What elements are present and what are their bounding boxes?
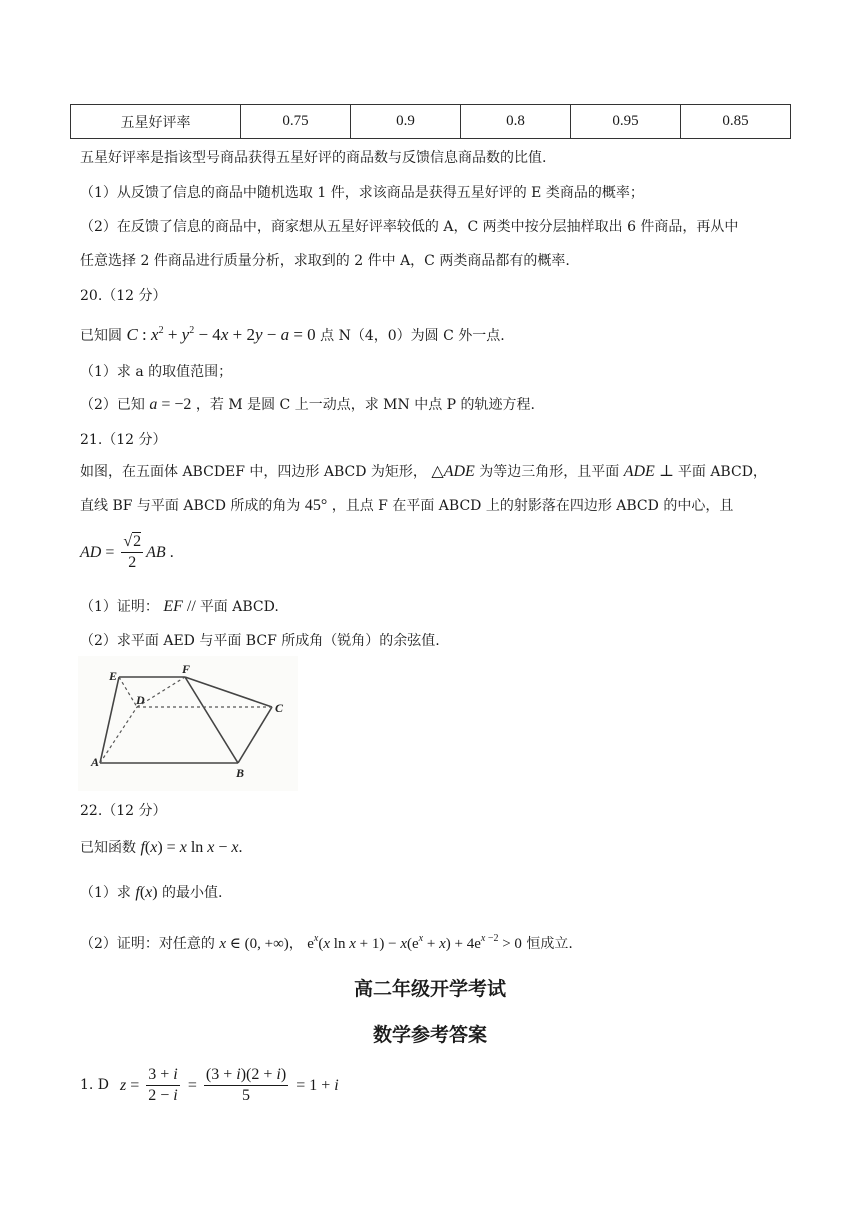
table-cell: 0.8 (461, 105, 571, 139)
plane-ade-perp: ADE ⊥ (623, 463, 678, 480)
q21-part2: （2）求平面 AED 与平面 BCF 所成角（锐角）的余弦值. (80, 633, 440, 649)
q21-line2-part-b: ，且点 F 在平面 ABCD 上的射影落在四边形 ABCD 的中心，且 (331, 498, 734, 514)
function-definition: f(x) = x ln x − x. (140, 839, 243, 856)
q22-stem (80, 838, 243, 858)
triangle-ade: △ADE (431, 463, 475, 480)
q20-part2-suffix: ，若 M 是圆 C 上一动点，求 MN 中点 P 的轨迹方程. (195, 397, 535, 413)
q21-part1-prefix: （1）证明： (80, 599, 159, 615)
q22-part2: （2）证明：对任意的 x ∈ (0, +∞)， $e^x(x$ $\ln x + 1) - x(e^x + x) + 4e^{x -2} > 0$ 恒成立. (80, 933, 573, 952)
q20-stem-prefix: 已知圆 (80, 328, 122, 344)
q20-part2-prefix: （2）已知 (80, 397, 145, 413)
vertex-label-c: C (275, 701, 284, 715)
q21-stem-line1 (80, 462, 767, 482)
q20-stem (80, 321, 505, 346)
q22-stem-prefix: 已知函数 (80, 840, 136, 856)
table-cell: 0.95 (571, 105, 681, 139)
q21-header: 21.（12 分） (80, 432, 167, 448)
table-cell: 0.75 (241, 105, 351, 139)
q20-header: 20.（12 分） (80, 288, 167, 304)
q19-note: 五星好评率是指该型号商品获得五星好评的商品数与反馈信息商品数的比值. (80, 150, 547, 166)
five-star-rating-table (70, 104, 791, 139)
pentahedron-figure (78, 656, 298, 791)
a-value-equation: a = −2 (149, 396, 192, 413)
q22-part2-prefix: （2）证明：对任意的 (80, 936, 215, 952)
answers-subtitle: 数学参考答案 (372, 1024, 487, 1046)
q19-part1: （1）从反馈了信息的商品中随机选取 1 件，求该商品是获得五星好评的 E 类商品的概率； (80, 185, 644, 201)
q22-part1 (80, 883, 223, 903)
q19-part2-line1: （2）在反馈了信息的商品中，商家想从五星好评率较低的 A，C 两类中按分层抽样取出 6 件商品，再从中 (80, 219, 739, 235)
q22-header: 22.（12 分） (80, 803, 167, 819)
q20-part1: （1）求 a 的取值范围； (80, 364, 233, 380)
angle-45: 45° (304, 497, 328, 514)
circle-equation: C : $x^2 + y^2 - 4x + 2y - a = 0$ (126, 325, 316, 344)
q21-part1-suffix: 平面 ABCD. (199, 599, 279, 615)
q20-stem-suffix: 点 N（4，0）为圆 C 外一点. (320, 328, 505, 344)
q21-line1-part-b: 为等边三角形，且平面 (479, 464, 620, 480)
q22-part1-prefix: （1）求 (80, 885, 131, 901)
table-row (71, 105, 791, 139)
q20-part2 (80, 395, 535, 415)
q22-part1-suffix: 的最小值. (162, 885, 223, 901)
q21-line2-part-a: 直线 BF 与平面 ABCD 所成的角为 (80, 498, 301, 514)
table-row-label: 五星好评率 (71, 105, 241, 139)
answer-1-label: 1. D (80, 1077, 110, 1093)
answers-title: 高二年级开学考试 (353, 978, 506, 1000)
sqrt2-over-2: $\frac{√2}{2}$ (123, 533, 142, 571)
inequality: $e^x(x$ $\ln x + 1) - x(e^x + x) + 4e^{x -2} > 0$ (307, 933, 522, 952)
q22-part2-suffix: 恒成立. (526, 936, 573, 952)
q21-line1-part-a: 如图，在五面体 ABCDEF 中，四边形 ABCD 为矩形， (80, 464, 427, 480)
function-fx: f(x) (135, 884, 158, 901)
ef-parallel: EF // (163, 598, 200, 615)
vertex-label-a: A (91, 755, 100, 769)
table-cell: 0.85 (681, 105, 791, 139)
vertex-label-b: B (236, 766, 245, 780)
q21-line1-part-c: 平面 ABCD， (677, 464, 767, 480)
ad-ab-relation: AD = $\frac{√2}{2}$ AB . (80, 533, 174, 571)
domain-interval: x ∈ (0, +∞) (219, 936, 289, 952)
answer-1-solution: z = $\frac{3 + i}{2 - i}$ = $\frac{(3 + i)(2 + i)}{5}$ = 1 + i (120, 1066, 339, 1104)
q21-stem-line2 (80, 496, 733, 516)
vertex-label-d: D (136, 693, 145, 707)
vertex-label-e: E (109, 669, 118, 683)
vertex-label-f: F (182, 662, 191, 676)
q21-part1 (80, 597, 279, 617)
table-cell: 0.9 (351, 105, 461, 139)
q19-part2-line2: 任意选择 2 件商品进行质量分析，求取到的 2 件中 A，C 两类商品都有的概率. (80, 253, 570, 269)
